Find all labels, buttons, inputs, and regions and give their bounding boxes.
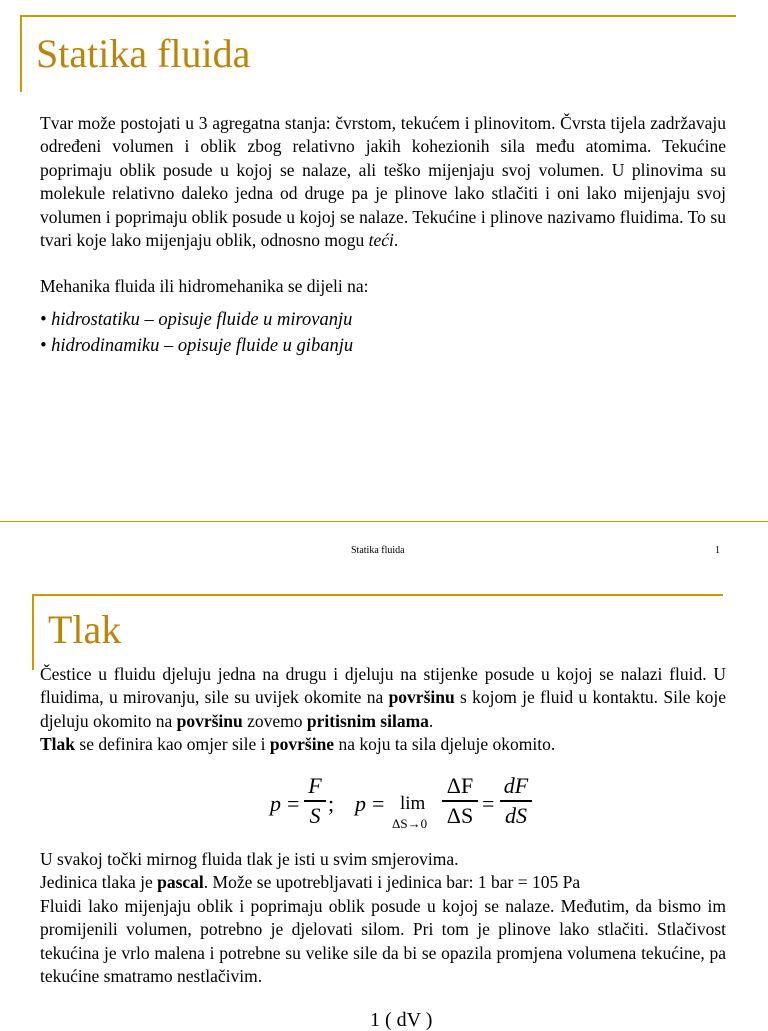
pressure-definition: Tlak se definira kao omjer sile i površine na koju ta sila djeluje okomito. — [40, 734, 556, 755]
division-paragraph: Mehanika fluida ili hidromehanika se dijeli na: — [40, 276, 369, 297]
lim-subscript: ΔS→0 — [392, 816, 428, 831]
unit-paragraph: Jedinica tlaka je pascal. Može se upotrebljavati i jedinica bar: 1 bar = 105 Pa — [40, 872, 581, 893]
slide-body-bottom — [40, 848, 726, 988]
slide-title: Statika fluida — [36, 31, 251, 76]
compressibility-formula-partial: 1 ( dV ) — [370, 1009, 433, 1031]
bullet-list — [40, 307, 726, 359]
isotropy-paragraph: U svakoj točki mirnog fluida tlak je isti u svim smjerovima. — [40, 849, 459, 869]
pressure-formula: p = F S ; p = lim ΔS→0 ΔF ΔS = dF dS — [0, 774, 768, 834]
bullet-item: • hidrostatiku – opisuje fluide u mirovanju — [40, 309, 353, 330]
fraction-dF-dS: ΔF ΔS — [442, 774, 478, 828]
fraction-F-S: F S — [304, 774, 326, 828]
slide-title: Tlak — [48, 607, 122, 652]
intro-paragraph: Tvar može postojati u 3 agregatna stanja: čvrstom, tekućem i plinovitom. Čvrsta tijela zadržavaju određeni volumen i oblik zbog relativno jakih kohezionih sila među atomima. Tekućine poprimaju oblik posude u kojoj se nalaze, ali teško mijenjaju svoj volumen. U plinovima su molekule relativno daleko jedna od druge pa je plinove lako stlačiti i oni lako mijenjaju svoj volumen i poprimaju oblik posude u kojoj se nalaze. Tekućine i plinove nazivamo fluidima. To su tvari koje lako mijenjaju oblik, odnosno mogu teći. — [40, 113, 726, 251]
slide-body-top — [40, 663, 726, 757]
lim-operator: lim — [400, 793, 426, 814]
title-frame-top — [20, 15, 736, 17]
title-frame-left — [20, 15, 22, 92]
compressibility-paragraph: Fluidi lako mijenjaju oblik i poprimaju oblik posude u kojoj se nalaze. Međutim, da bismo im promijenili volumen, potrebno je djelovati silom. Pri tom je plinove lako stlačiti. Stlačivost tekućina je vrlo malena i potrebne su velike sile da bi se opazila promjena volumena tekućine, pa tekućine smatramo nestlačivim. — [40, 895, 726, 987]
bullet-item: • hidrodinamiku – opisuje fluide u gibanju — [40, 335, 354, 356]
forces-paragraph: Čestice u fluidu djeluju jedna na drugu i djeluju na stijenke posude u kojoj se nalazi fluid. U fluidima, u mirovanju, sile su uvijek okomite na površinu s kojom je fluid u kontaktu. Sile koje djeluju okomito na površinu zovemo pritisnim silama. — [40, 664, 726, 731]
fraction-derivative: dF dS — [500, 774, 532, 828]
slide-body — [40, 112, 726, 359]
footer-label: Statika fluida — [351, 545, 405, 556]
title-frame-left — [32, 594, 34, 670]
slide-tlak — [0, 522, 768, 1031]
title-frame-top — [32, 594, 723, 596]
page-number: 1 — [715, 545, 720, 556]
